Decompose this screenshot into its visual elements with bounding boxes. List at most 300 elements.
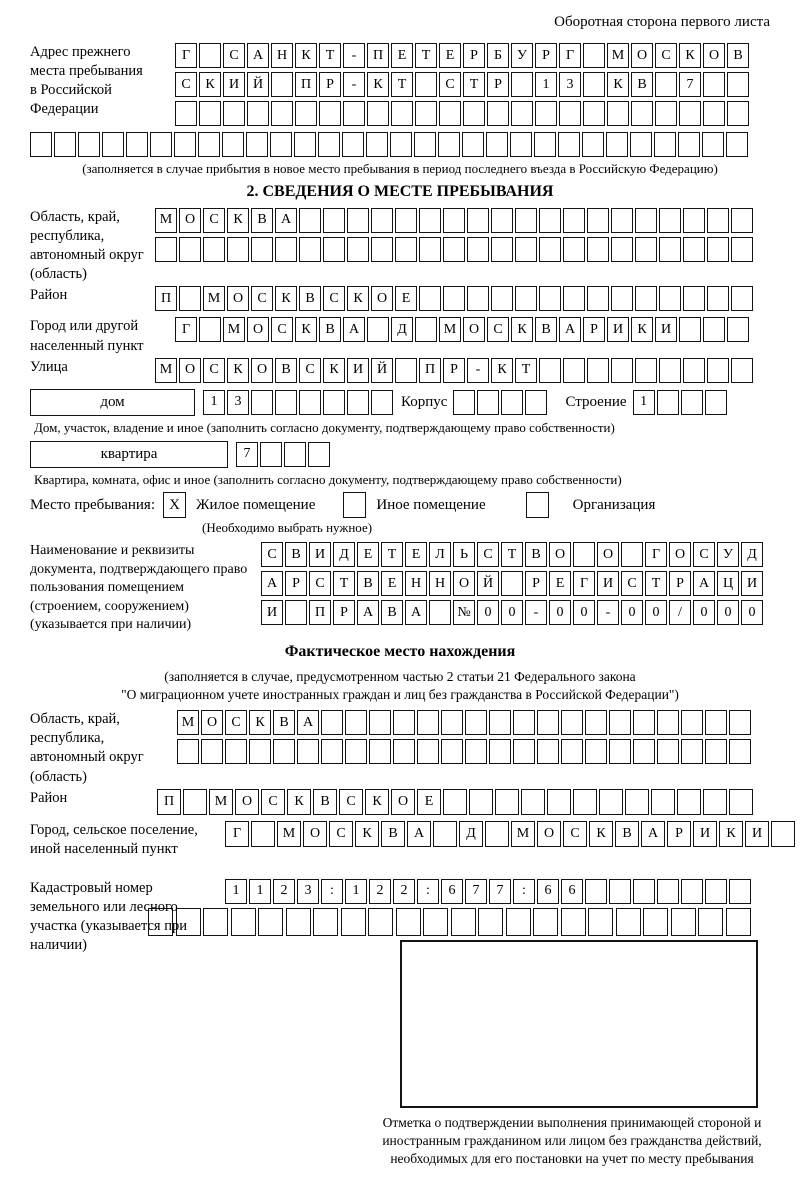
char-box[interactable]: В [535, 317, 557, 342]
char-box[interactable] [510, 132, 532, 157]
char-box[interactable] [443, 789, 467, 815]
char-box[interactable] [469, 789, 493, 815]
char-box[interactable] [729, 789, 753, 815]
char-box[interactable] [177, 739, 199, 764]
char-box[interactable] [587, 237, 609, 262]
char-box[interactable]: С [175, 72, 197, 97]
gorod-row[interactable] [175, 317, 751, 351]
char-box[interactable] [183, 789, 207, 815]
char-box[interactable]: 1 [249, 879, 271, 904]
char-box[interactable]: 7 [679, 72, 701, 97]
char-box[interactable]: В [381, 821, 405, 847]
char-box[interactable] [513, 739, 535, 764]
char-box[interactable]: Т [515, 358, 537, 383]
char-box[interactable] [511, 101, 533, 126]
fact-oblast-row-2[interactable] [177, 739, 753, 764]
char-box[interactable]: Н [405, 571, 427, 596]
char-box[interactable]: - [343, 72, 365, 97]
char-box[interactable] [485, 821, 509, 847]
char-box[interactable] [539, 358, 561, 383]
char-box[interactable]: А [247, 43, 269, 68]
char-box[interactable]: - [597, 600, 619, 625]
char-box[interactable] [463, 101, 485, 126]
char-box[interactable] [702, 132, 724, 157]
char-box[interactable] [681, 879, 703, 904]
char-box[interactable] [273, 739, 295, 764]
char-box[interactable]: 0 [717, 600, 739, 625]
char-box[interactable]: 7 [489, 879, 511, 904]
char-box[interactable] [611, 237, 633, 262]
char-box[interactable] [657, 390, 679, 415]
char-box[interactable]: К [679, 43, 701, 68]
char-box[interactable]: У [717, 542, 739, 567]
char-box[interactable] [703, 72, 725, 97]
char-box[interactable]: И [693, 821, 717, 847]
char-box[interactable] [203, 237, 225, 262]
char-box[interactable]: Т [501, 542, 523, 567]
char-box[interactable]: О [597, 542, 619, 567]
dom-number-row[interactable] [203, 390, 395, 415]
char-box[interactable] [285, 600, 307, 625]
char-box[interactable] [414, 132, 436, 157]
char-box[interactable] [367, 101, 389, 126]
char-box[interactable] [726, 908, 751, 936]
char-box[interactable]: О [549, 542, 571, 567]
char-box[interactable] [625, 789, 649, 815]
char-box[interactable] [515, 286, 537, 311]
char-box[interactable] [251, 821, 275, 847]
char-box[interactable] [467, 237, 489, 262]
char-box[interactable] [678, 132, 700, 157]
char-box[interactable] [299, 390, 321, 415]
char-box[interactable]: С [261, 789, 285, 815]
oblast-row-2[interactable] [155, 237, 755, 262]
char-box[interactable]: И [347, 358, 369, 383]
char-box[interactable]: С [329, 821, 353, 847]
char-box[interactable]: Р [319, 72, 341, 97]
char-box[interactable] [467, 286, 489, 311]
char-box[interactable]: Е [405, 542, 427, 567]
char-box[interactable]: Е [395, 286, 417, 311]
char-box[interactable]: Г [225, 821, 249, 847]
char-box[interactable] [366, 132, 388, 157]
char-box[interactable] [286, 908, 311, 936]
char-box[interactable]: Е [439, 43, 461, 68]
char-box[interactable] [155, 237, 177, 262]
char-box[interactable] [438, 132, 460, 157]
char-box[interactable] [299, 208, 321, 233]
char-box[interactable]: И [309, 542, 331, 567]
char-box[interactable] [727, 101, 749, 126]
char-box[interactable]: М [511, 821, 535, 847]
char-box[interactable]: С [271, 317, 293, 342]
char-box[interactable]: Д [391, 317, 413, 342]
char-box[interactable]: М [177, 710, 199, 735]
char-box[interactable] [175, 101, 197, 126]
char-box[interactable]: - [343, 43, 365, 68]
char-box[interactable]: С [203, 358, 225, 383]
char-box[interactable] [729, 739, 751, 764]
char-box[interactable] [573, 542, 595, 567]
char-box[interactable]: Г [559, 43, 581, 68]
char-box[interactable] [54, 132, 76, 157]
char-box[interactable] [126, 132, 148, 157]
char-box[interactable]: Д [333, 542, 355, 567]
char-box[interactable] [635, 237, 657, 262]
char-box[interactable] [771, 821, 795, 847]
char-box[interactable]: В [357, 571, 379, 596]
char-box[interactable]: Л [429, 542, 451, 567]
char-box[interactable] [270, 132, 292, 157]
char-box[interactable] [419, 237, 441, 262]
document-row-3[interactable] [261, 600, 765, 625]
char-box[interactable]: / [669, 600, 691, 625]
char-box[interactable]: А [693, 571, 715, 596]
char-box[interactable]: К [347, 286, 369, 311]
char-box[interactable] [318, 132, 340, 157]
char-box[interactable]: В [313, 789, 337, 815]
char-box[interactable] [491, 286, 513, 311]
char-box[interactable]: 3 [559, 72, 581, 97]
char-box[interactable] [729, 879, 751, 904]
char-box[interactable] [390, 132, 412, 157]
char-box[interactable] [225, 739, 247, 764]
char-box[interactable]: К [199, 72, 221, 97]
char-box[interactable]: К [275, 286, 297, 311]
char-box[interactable]: Р [669, 571, 691, 596]
char-box[interactable]: А [407, 821, 431, 847]
char-box[interactable]: Р [285, 571, 307, 596]
char-box[interactable] [489, 739, 511, 764]
char-box[interactable]: И [597, 571, 619, 596]
char-box[interactable] [393, 739, 415, 764]
char-box[interactable]: К [367, 72, 389, 97]
char-box[interactable]: Е [417, 789, 441, 815]
char-box[interactable] [611, 286, 633, 311]
char-box[interactable] [294, 132, 316, 157]
checkbox-zhiloe[interactable]: X [163, 492, 186, 518]
char-box[interactable] [681, 739, 703, 764]
char-box[interactable]: В [381, 600, 403, 625]
char-box[interactable] [299, 237, 321, 262]
char-box[interactable] [275, 390, 297, 415]
char-box[interactable] [726, 132, 748, 157]
char-box[interactable] [489, 710, 511, 735]
char-box[interactable]: 0 [741, 600, 763, 625]
char-box[interactable]: К [607, 72, 629, 97]
char-box[interactable]: 7 [465, 879, 487, 904]
char-box[interactable] [729, 710, 751, 735]
char-box[interactable]: Г [175, 43, 197, 68]
char-box[interactable]: П [157, 789, 181, 815]
char-box[interactable] [727, 317, 749, 342]
char-box[interactable] [563, 237, 585, 262]
char-box[interactable]: А [343, 317, 365, 342]
char-box[interactable] [587, 208, 609, 233]
char-box[interactable]: Е [549, 571, 571, 596]
char-box[interactable] [609, 739, 631, 764]
char-box[interactable]: 0 [549, 600, 571, 625]
ulitsa-row[interactable] [155, 358, 755, 383]
char-box[interactable] [681, 390, 703, 415]
char-box[interactable]: В [615, 821, 639, 847]
char-box[interactable]: К [249, 710, 271, 735]
char-box[interactable]: А [275, 208, 297, 233]
char-box[interactable] [443, 286, 465, 311]
char-box[interactable] [671, 908, 696, 936]
char-box[interactable]: № [453, 600, 475, 625]
char-box[interactable]: 0 [477, 600, 499, 625]
char-box[interactable]: Ц [717, 571, 739, 596]
char-box[interactable] [611, 208, 633, 233]
char-box[interactable] [655, 72, 677, 97]
char-box[interactable]: О [669, 542, 691, 567]
char-box[interactable] [395, 358, 417, 383]
char-box[interactable]: О [463, 317, 485, 342]
char-box[interactable] [515, 208, 537, 233]
char-box[interactable] [345, 739, 367, 764]
char-box[interactable] [367, 317, 389, 342]
char-box[interactable] [198, 132, 220, 157]
char-box[interactable] [478, 908, 503, 936]
char-box[interactable] [487, 101, 509, 126]
char-box[interactable]: 2 [369, 879, 391, 904]
char-box[interactable]: К [491, 358, 513, 383]
char-box[interactable]: 3 [297, 879, 319, 904]
prev-address-row-3[interactable] [175, 101, 751, 126]
char-box[interactable] [707, 237, 729, 262]
char-box[interactable]: С [693, 542, 715, 567]
char-box[interactable] [345, 710, 367, 735]
char-box[interactable]: В [251, 208, 273, 233]
char-box[interactable] [441, 739, 463, 764]
char-box[interactable]: С [225, 710, 247, 735]
char-box[interactable] [683, 237, 705, 262]
char-box[interactable]: У [511, 43, 533, 68]
char-box[interactable]: В [319, 317, 341, 342]
char-box[interactable]: 2 [273, 879, 295, 904]
char-box[interactable]: Д [741, 542, 763, 567]
char-box[interactable]: О [235, 789, 259, 815]
char-box[interactable]: О [179, 358, 201, 383]
char-box[interactable] [501, 571, 523, 596]
char-box[interactable]: И [741, 571, 763, 596]
fact-gorod-row[interactable] [225, 821, 797, 855]
char-box[interactable]: Е [391, 43, 413, 68]
char-box[interactable] [707, 358, 729, 383]
char-box[interactable] [260, 442, 282, 467]
char-box[interactable] [371, 237, 393, 262]
char-box[interactable] [633, 710, 655, 735]
char-box[interactable]: Р [583, 317, 605, 342]
char-box[interactable] [585, 879, 607, 904]
char-box[interactable]: С [563, 821, 587, 847]
char-box[interactable] [102, 132, 124, 157]
char-box[interactable]: П [295, 72, 317, 97]
char-box[interactable]: Й [477, 571, 499, 596]
korpus-row[interactable] [453, 390, 549, 415]
char-box[interactable]: 6 [537, 879, 559, 904]
char-box[interactable] [199, 101, 221, 126]
char-box[interactable] [547, 789, 571, 815]
char-box[interactable]: О [179, 208, 201, 233]
char-box[interactable]: Т [319, 43, 341, 68]
char-box[interactable] [227, 237, 249, 262]
char-box[interactable] [731, 358, 753, 383]
char-box[interactable]: 6 [561, 879, 583, 904]
char-box[interactable]: 1 [203, 390, 225, 415]
oblast-row-1[interactable] [155, 208, 755, 233]
char-box[interactable] [731, 208, 753, 233]
char-box[interactable]: К [287, 789, 311, 815]
char-box[interactable] [150, 132, 172, 157]
checkbox-inoe[interactable] [343, 492, 366, 518]
kadastr-row-2[interactable] [148, 908, 770, 936]
char-box[interactable] [681, 710, 703, 735]
char-box[interactable]: Й [247, 72, 269, 97]
char-box[interactable]: 1 [535, 72, 557, 97]
char-box[interactable]: С [309, 571, 331, 596]
char-box[interactable]: - [467, 358, 489, 383]
char-box[interactable] [201, 739, 223, 764]
char-box[interactable] [705, 390, 727, 415]
char-box[interactable] [393, 710, 415, 735]
char-box[interactable]: М [607, 43, 629, 68]
char-box[interactable]: И [223, 72, 245, 97]
char-box[interactable]: О [247, 317, 269, 342]
char-box[interactable] [347, 390, 369, 415]
char-box[interactable] [371, 208, 393, 233]
char-box[interactable]: М [439, 317, 461, 342]
char-box[interactable] [415, 101, 437, 126]
char-box[interactable] [246, 132, 268, 157]
char-box[interactable]: О [303, 821, 327, 847]
char-box[interactable] [396, 908, 421, 936]
char-box[interactable]: В [631, 72, 653, 97]
char-box[interactable] [588, 908, 613, 936]
char-box[interactable]: И [261, 600, 283, 625]
char-box[interactable] [698, 908, 723, 936]
char-box[interactable]: К [631, 317, 653, 342]
char-box[interactable] [199, 317, 221, 342]
char-box[interactable] [573, 789, 597, 815]
char-box[interactable]: М [277, 821, 301, 847]
char-box[interactable]: Е [381, 571, 403, 596]
char-box[interactable]: В [275, 358, 297, 383]
char-box[interactable] [417, 710, 439, 735]
char-box[interactable]: С [261, 542, 283, 567]
char-box[interactable]: С [621, 571, 643, 596]
char-box[interactable] [657, 739, 679, 764]
char-box[interactable]: Т [463, 72, 485, 97]
char-box[interactable] [371, 390, 393, 415]
char-box[interactable]: С [477, 542, 499, 567]
prev-address-row-4[interactable] [30, 132, 770, 157]
char-box[interactable] [477, 390, 499, 415]
char-box[interactable]: Р [535, 43, 557, 68]
char-box[interactable] [585, 710, 607, 735]
char-box[interactable]: Б [487, 43, 509, 68]
char-box[interactable]: О [251, 358, 273, 383]
char-box[interactable] [559, 101, 581, 126]
char-box[interactable] [635, 358, 657, 383]
char-box[interactable] [295, 101, 317, 126]
char-box[interactable] [368, 908, 393, 936]
char-box[interactable] [705, 710, 727, 735]
char-box[interactable] [599, 789, 623, 815]
char-box[interactable]: П [155, 286, 177, 311]
char-box[interactable] [347, 237, 369, 262]
char-box[interactable] [415, 72, 437, 97]
char-box[interactable] [284, 442, 306, 467]
char-box[interactable] [465, 739, 487, 764]
char-box[interactable]: К [511, 317, 533, 342]
char-box[interactable] [657, 710, 679, 735]
char-box[interactable] [705, 739, 727, 764]
char-box[interactable] [582, 132, 604, 157]
char-box[interactable]: М [209, 789, 233, 815]
char-box[interactable] [631, 101, 653, 126]
char-box[interactable] [677, 789, 701, 815]
char-box[interactable] [395, 237, 417, 262]
char-box[interactable]: Р [667, 821, 691, 847]
char-box[interactable] [441, 710, 463, 735]
char-box[interactable]: Д [459, 821, 483, 847]
char-box[interactable] [561, 710, 583, 735]
char-box[interactable] [419, 286, 441, 311]
char-box[interactable] [707, 208, 729, 233]
char-box[interactable]: С [203, 208, 225, 233]
char-box[interactable]: С [251, 286, 273, 311]
char-box[interactable] [275, 237, 297, 262]
char-box[interactable]: С [323, 286, 345, 311]
char-box[interactable] [222, 132, 244, 157]
char-box[interactable]: Г [573, 571, 595, 596]
char-box[interactable]: А [641, 821, 665, 847]
char-box[interactable] [561, 908, 586, 936]
char-box[interactable] [621, 542, 643, 567]
char-box[interactable] [341, 908, 366, 936]
char-box[interactable]: И [655, 317, 677, 342]
char-box[interactable] [525, 390, 547, 415]
char-box[interactable] [521, 789, 545, 815]
char-box[interactable] [705, 879, 727, 904]
char-box[interactable] [179, 237, 201, 262]
char-box[interactable] [611, 358, 633, 383]
char-box[interactable] [563, 286, 585, 311]
fact-raion-row[interactable] [157, 789, 755, 815]
char-box[interactable] [30, 132, 52, 157]
char-box[interactable]: К [365, 789, 389, 815]
char-box[interactable] [703, 789, 727, 815]
char-box[interactable] [703, 317, 725, 342]
prev-address-row-2[interactable] [175, 72, 751, 97]
char-box[interactable]: В [299, 286, 321, 311]
char-box[interactable] [659, 286, 681, 311]
char-box[interactable] [231, 908, 256, 936]
char-box[interactable]: 1 [225, 879, 247, 904]
char-box[interactable] [583, 72, 605, 97]
char-box[interactable]: О [371, 286, 393, 311]
char-box[interactable]: : [321, 879, 343, 904]
char-box[interactable]: С [339, 789, 363, 815]
char-box[interactable]: С [439, 72, 461, 97]
char-box[interactable] [583, 43, 605, 68]
char-box[interactable] [534, 132, 556, 157]
char-box[interactable]: Р [463, 43, 485, 68]
char-box[interactable]: Р [443, 358, 465, 383]
char-box[interactable]: Й [371, 358, 393, 383]
